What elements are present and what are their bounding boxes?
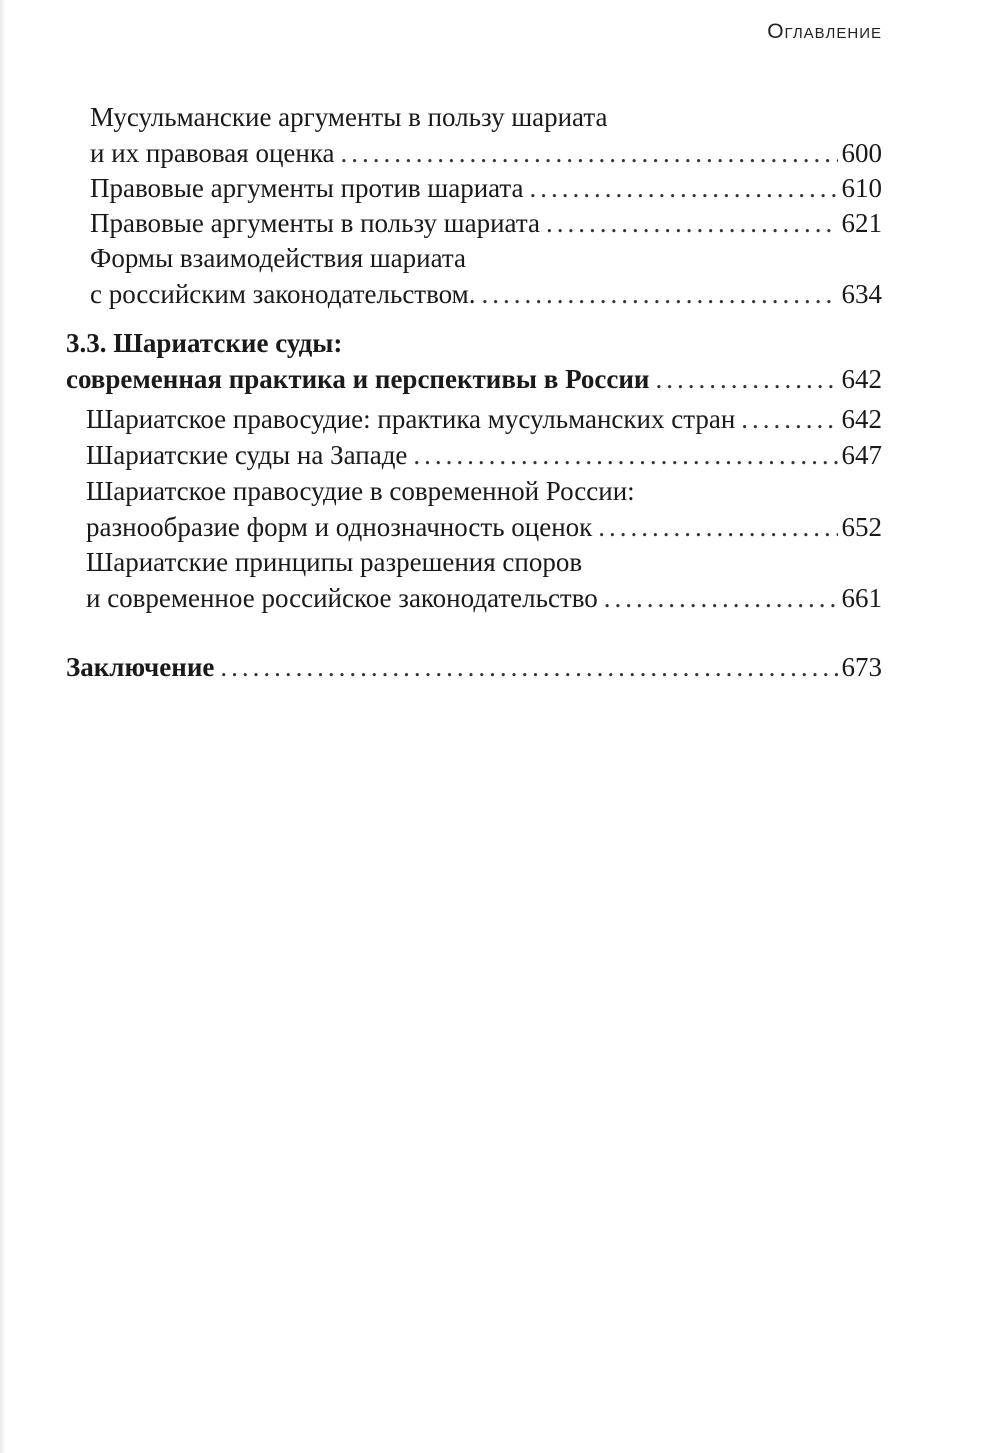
running-head: Оглавление xyxy=(767,20,882,43)
toc-entry[interactable] xyxy=(86,438,882,472)
toc-entry-title: Шариатские принципы разрешения споров xyxy=(86,547,583,577)
toc-entry-title: Шариатские суды на Западе xyxy=(86,440,408,470)
toc-entry[interactable] xyxy=(86,545,882,579)
toc-entry[interactable] xyxy=(86,474,882,508)
toc-entry-page: 647 xyxy=(841,440,882,470)
toc-entry-title: с российским законодательством. xyxy=(90,279,476,309)
toc-section-heading[interactable] xyxy=(66,326,882,360)
toc-entry-title: Шариатское правосудие: практика мусульманских стран xyxy=(86,404,736,434)
toc-entry[interactable] xyxy=(86,581,882,615)
toc-entry-page: 642 xyxy=(841,364,882,394)
toc-entry-title: Формы взаимодействия шариата xyxy=(90,243,466,273)
page-edge-shadow xyxy=(0,0,6,1453)
toc-chapter-entry[interactable] xyxy=(66,650,882,684)
toc-entry-title: Правовые аргументы против шариата xyxy=(90,173,524,203)
toc-entry-page: 661 xyxy=(841,583,882,613)
toc-entry-title: Шариатское правосудие в современной России: xyxy=(86,476,635,506)
toc-entry[interactable] xyxy=(86,510,882,544)
dot-leader xyxy=(546,206,838,240)
dot-leader xyxy=(598,510,837,544)
toc-entry-title: разнообразие форм и однозначность оценок xyxy=(86,512,593,542)
toc-entry-title: Правовые аргументы в пользу шариата xyxy=(90,208,540,238)
dot-leader xyxy=(413,438,837,472)
toc-entry-page: 621 xyxy=(841,208,882,238)
toc-entry-page: 642 xyxy=(841,404,882,434)
toc-entry-title: Заключение xyxy=(66,652,215,682)
dot-leader xyxy=(482,277,838,311)
toc-entry[interactable] xyxy=(90,100,882,134)
toc-entry-page: 652 xyxy=(841,512,882,542)
toc-entry[interactable] xyxy=(90,241,882,275)
dot-leader xyxy=(530,171,838,205)
toc-entry-title: Мусульманские аргументы в пользу шариата xyxy=(90,102,608,132)
dot-leader xyxy=(604,581,838,615)
toc-entry[interactable] xyxy=(86,402,882,436)
toc-entry-page: 610 xyxy=(841,173,882,203)
dot-leader xyxy=(220,650,837,684)
toc-entry[interactable] xyxy=(90,277,882,311)
toc-entry-title: современная практика и перспективы в России xyxy=(66,364,650,394)
toc-entry-page: 634 xyxy=(841,279,882,309)
toc-entry[interactable] xyxy=(90,171,882,205)
dot-leader xyxy=(741,402,837,436)
dot-leader xyxy=(341,136,838,170)
toc-entry-page: 600 xyxy=(841,138,882,168)
toc-entry-title: и современное российское законодательство xyxy=(86,583,598,613)
toc-section-heading[interactable] xyxy=(66,362,882,396)
toc-entry[interactable] xyxy=(90,206,882,240)
toc-entry-title: и их правовая оценка xyxy=(90,138,335,168)
toc-entry-page: 673 xyxy=(841,652,882,682)
toc-entry[interactable] xyxy=(90,136,882,170)
dot-leader xyxy=(656,362,838,396)
toc-entry-title: 3.3. Шариатские суды: xyxy=(66,328,343,358)
